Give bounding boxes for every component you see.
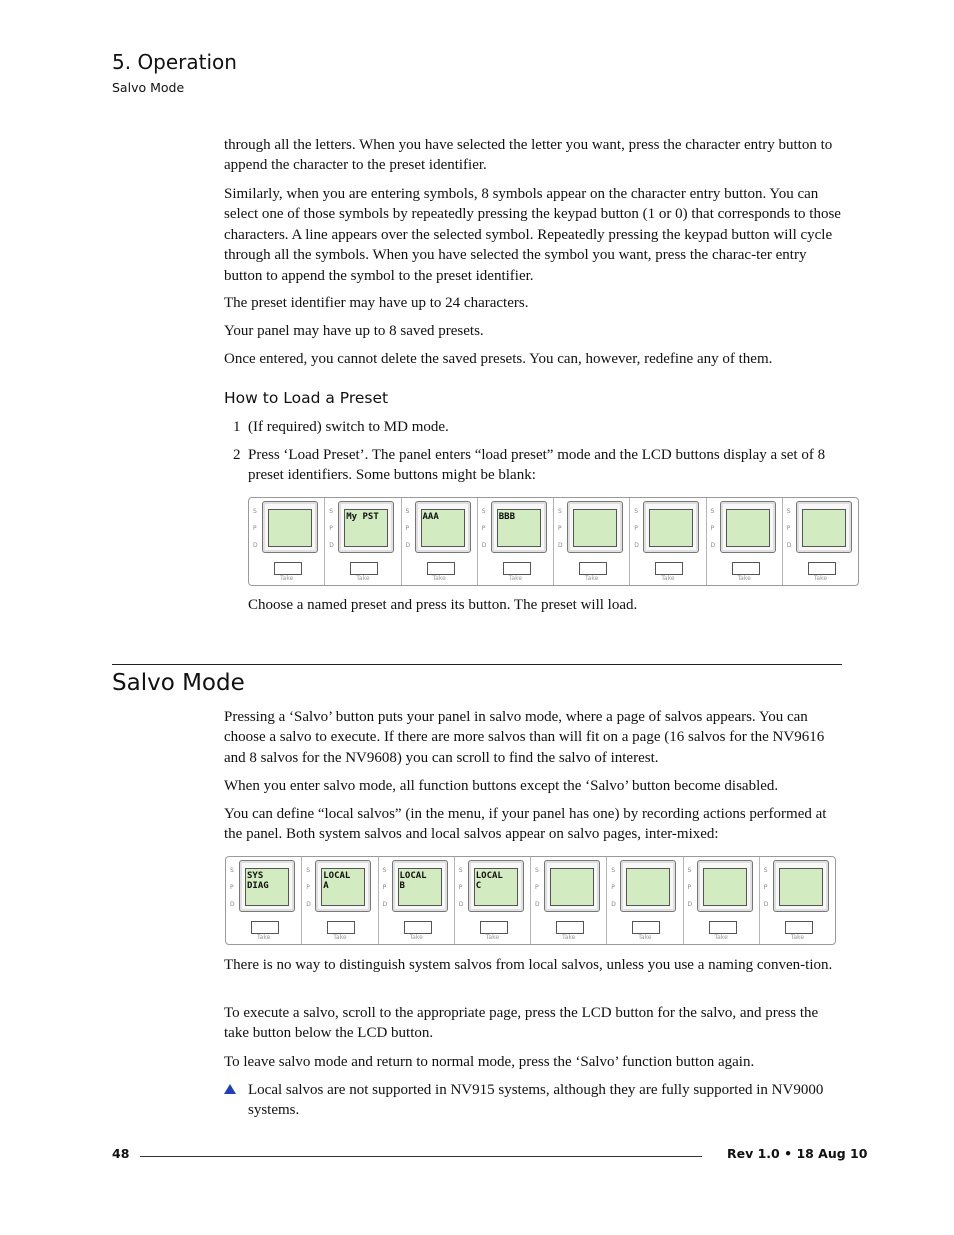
- indicator-label-s: S: [382, 867, 387, 874]
- lcd-button-cell: [531, 857, 607, 944]
- indicator-label-d: D: [558, 542, 563, 549]
- take-button[interactable]: [427, 562, 455, 575]
- lcd-display: [703, 868, 747, 906]
- paragraph: There is no way to distinguish system salvos from local salvos, unless you use a naming conven-tion.: [224, 957, 833, 973]
- lcd-button[interactable]: [415, 501, 471, 553]
- indicator-label-s: S: [458, 867, 463, 874]
- lcd-display: [245, 868, 289, 906]
- indicator-label-s: S: [253, 508, 257, 515]
- lcd-button[interactable]: [262, 501, 318, 553]
- lcd-display: [726, 509, 770, 547]
- indicator-label-s: S: [786, 508, 791, 515]
- subsection-heading: How to Load a Preset: [224, 389, 389, 407]
- lcd-button[interactable]: [773, 860, 829, 912]
- step-number: 2: [233, 447, 241, 463]
- take-button[interactable]: [709, 921, 737, 934]
- indicator-label-p: P: [634, 525, 638, 532]
- lcd-button[interactable]: [643, 501, 699, 553]
- lcd-label: LOCAL B: [399, 871, 427, 891]
- indicator-label-s: S: [687, 867, 692, 874]
- chapter-title: 5. Operation: [112, 50, 237, 74]
- indicator-label-d: D: [535, 901, 540, 908]
- take-button[interactable]: [579, 562, 607, 575]
- lcd-button[interactable]: [491, 501, 547, 553]
- indicator-label-p: P: [786, 525, 791, 532]
- indicator-label-s: S: [611, 867, 616, 874]
- lcd-button[interactable]: [697, 860, 753, 912]
- lcd-display: [421, 509, 465, 547]
- take-label: Take: [279, 575, 294, 582]
- paragraph: Once entered, you cannot delete the saved presets. You can, however, redefine any of them.: [224, 351, 773, 367]
- indicator-label-s: S: [306, 867, 311, 874]
- take-label: Take: [432, 575, 446, 582]
- lcd-display: [398, 868, 442, 906]
- footer-rule: [140, 1156, 702, 1157]
- paragraph: Your panel may have up to 8 saved presets.: [224, 323, 484, 339]
- lcd-display: [268, 509, 312, 547]
- section-subtitle: Salvo Mode: [112, 80, 185, 95]
- lcd-button-cell: [478, 498, 554, 585]
- section-divider: [112, 664, 842, 665]
- lcd-display: [779, 868, 823, 906]
- indicator-label-d: D: [687, 901, 693, 908]
- lcd-button-cell: [249, 498, 325, 585]
- indicator-label-p: P: [253, 525, 257, 532]
- take-label: Take: [790, 934, 805, 941]
- lcd-button[interactable]: [239, 860, 295, 912]
- lcd-button[interactable]: [338, 501, 394, 553]
- lcd-button[interactable]: [392, 860, 448, 912]
- indicator-label-p: P: [558, 525, 562, 532]
- paragraph: When you enter salvo mode, all function buttons except the ‘Salvo’ button become disabled.: [224, 778, 779, 794]
- section-heading: Salvo Mode: [112, 670, 245, 696]
- take-button[interactable]: [785, 921, 813, 934]
- indicator-label-d: D: [634, 542, 639, 549]
- indicator-label-p: P: [535, 884, 539, 891]
- indicator-label-d: D: [306, 901, 311, 908]
- take-button[interactable]: [808, 562, 836, 575]
- lcd-button-cell: [325, 498, 401, 585]
- indicator-label-d: D: [786, 542, 792, 549]
- indicator-label-p: P: [687, 884, 692, 891]
- indicator-label-p: P: [329, 525, 333, 532]
- indicator-label-s: S: [634, 508, 639, 515]
- paragraph: Pressing a ‘Salvo’ button puts your panel in salvo mode, where a page of salvos appears. You can choose a salvo to execute. If there are more salvos than will fit on a page (16 salvos for the NV9616 and 8 salvos for the NV9608) you can scroll to find the salvo of interest.: [224, 709, 825, 766]
- lcd-button-cell: [630, 498, 706, 585]
- indicator-label-d: D: [253, 542, 258, 549]
- note-text: Local salvos are not supported in NV915 systems, although they are fully supported in NV9000 systems.: [248, 1082, 824, 1119]
- paragraph: You can define “local salvos” (in the menu, if your panel has one) by recording actions performed at the panel. Both system salvos and local salvos appear on salvo pages, inter-mixed:: [224, 806, 827, 843]
- indicator-label-p: P: [405, 525, 410, 532]
- indicator-label-p: P: [611, 884, 615, 891]
- lcd-label: My PST: [346, 512, 379, 522]
- indicator-label-s: S: [763, 867, 768, 874]
- step-number: 1: [233, 419, 241, 435]
- lcd-label: LOCAL C: [475, 871, 503, 891]
- take-button[interactable]: [655, 562, 683, 575]
- lcd-button[interactable]: [567, 501, 623, 553]
- lcd-label: LOCAL A: [323, 871, 351, 891]
- lcd-button[interactable]: [796, 501, 852, 553]
- step-text: Press ‘Load Preset’. The panel enters “load preset” mode and the LCD buttons display a set of 8 preset identifiers. Some buttons might be blank:: [248, 447, 826, 484]
- indicator-label-p: P: [481, 525, 486, 532]
- lcd-button[interactable]: [544, 860, 600, 912]
- lcd-button[interactable]: [468, 860, 524, 912]
- indicator-label-s: S: [230, 867, 234, 874]
- indicator-label-s: S: [481, 508, 486, 515]
- paragraph: To leave salvo mode and return to normal mode, press the ‘Salvo’ function button again.: [224, 1054, 755, 1070]
- take-label: Take: [813, 575, 828, 582]
- paragraph: To execute a salvo, scroll to the appropriate page, press the LCD button for the salvo, and press the take button below the LCD button.: [224, 1005, 819, 1042]
- take-label: Take: [584, 575, 599, 582]
- lcd-button-cell: [760, 857, 835, 944]
- lcd-display: [474, 868, 518, 906]
- indicator-label-s: S: [710, 508, 715, 515]
- lcd-button-cell: [455, 857, 531, 944]
- paragraph: Similarly, when you are entering symbols, 8 symbols appear on the character entry button. You can select one of those symbols by repeatedly pressing the keypad button (1 or 0) that corresponds to those characters. A line appears over the selected symbol. Repeatedly pressing the keypad button will cycle through all the symbols. When you have selected the symbol you want, press the charac-ter entry button to append the symbol to the preset identifier.: [224, 186, 841, 284]
- note-triangle-icon: [224, 1084, 236, 1094]
- take-label: Take: [661, 575, 675, 582]
- take-button[interactable]: [274, 562, 302, 575]
- preset-lcd-panel: [248, 497, 859, 586]
- indicator-label-d: D: [405, 542, 411, 549]
- indicator-label-d: D: [382, 901, 388, 908]
- take-label: Take: [508, 575, 523, 582]
- lcd-button-cell: [783, 498, 858, 585]
- take-label: Take: [256, 934, 271, 941]
- salvo-lcd-panel: [225, 856, 836, 945]
- lcd-button[interactable]: [720, 501, 776, 553]
- lcd-button[interactable]: [620, 860, 676, 912]
- lcd-button-cell: [707, 498, 783, 585]
- take-button[interactable]: [732, 562, 760, 575]
- lcd-label: SYS DIAG: [247, 871, 269, 891]
- take-label: Take: [737, 575, 751, 582]
- lcd-display: [344, 509, 388, 547]
- indicator-label-d: D: [230, 901, 235, 908]
- take-button[interactable]: [556, 921, 584, 934]
- lcd-button-cell: [302, 857, 378, 944]
- take-label: Take: [638, 934, 652, 941]
- take-button[interactable]: [404, 921, 432, 934]
- take-button[interactable]: [503, 562, 531, 575]
- indicator-label-s: S: [535, 867, 539, 874]
- indicator-label-p: P: [763, 884, 768, 891]
- take-label: Take: [409, 934, 423, 941]
- indicator-label-p: P: [306, 884, 310, 891]
- lcd-button-cell: [402, 498, 478, 585]
- lcd-button-cell: [226, 857, 302, 944]
- indicator-label-p: P: [230, 884, 234, 891]
- take-label: Take: [714, 934, 728, 941]
- indicator-label-p: P: [710, 525, 715, 532]
- paragraph: The preset identifier may have up to 24 characters.: [224, 295, 529, 311]
- revision-info: Rev 1.0 • 18 Aug 10: [727, 1146, 868, 1161]
- lcd-button-cell: [684, 857, 760, 944]
- lcd-button-cell: [554, 498, 630, 585]
- lcd-label: BBB: [498, 512, 516, 522]
- lcd-display: [802, 509, 846, 547]
- indicator-label-s: S: [558, 508, 562, 515]
- take-label: Take: [561, 934, 576, 941]
- take-button[interactable]: [632, 921, 660, 934]
- take-button[interactable]: [327, 921, 355, 934]
- indicator-label-d: D: [329, 542, 334, 549]
- take-button[interactable]: [480, 921, 508, 934]
- lcd-button[interactable]: [315, 860, 371, 912]
- lcd-display: [497, 509, 541, 547]
- indicator-label-d: D: [611, 901, 616, 908]
- page-number: 48: [112, 1146, 130, 1161]
- indicator-label-p: P: [458, 884, 463, 891]
- paragraph: through all the letters. When you have selected the letter you want, press the character entry button to append the character to the preset identifier.: [224, 137, 833, 174]
- indicator-label-d: D: [481, 542, 487, 549]
- lcd-label: AAA: [422, 512, 439, 522]
- lcd-display: [321, 868, 365, 906]
- lcd-display: [573, 509, 617, 547]
- take-button[interactable]: [251, 921, 279, 934]
- take-label: Take: [356, 575, 370, 582]
- indicator-label-d: D: [763, 901, 769, 908]
- lcd-display: [649, 509, 693, 547]
- lcd-display: [550, 868, 594, 906]
- lcd-button-cell: [607, 857, 683, 944]
- paragraph: Choose a named preset and press its button. The preset will load.: [248, 597, 638, 613]
- indicator-label-s: S: [329, 508, 334, 515]
- indicator-label-d: D: [458, 901, 464, 908]
- indicator-label-p: P: [382, 884, 387, 891]
- take-label: Take: [333, 934, 347, 941]
- take-label: Take: [485, 934, 500, 941]
- lcd-button-cell: [379, 857, 455, 944]
- step-text: (If required) switch to MD mode.: [248, 419, 449, 435]
- take-button[interactable]: [350, 562, 378, 575]
- indicator-label-d: D: [710, 542, 716, 549]
- indicator-label-s: S: [405, 508, 410, 515]
- lcd-display: [626, 868, 670, 906]
